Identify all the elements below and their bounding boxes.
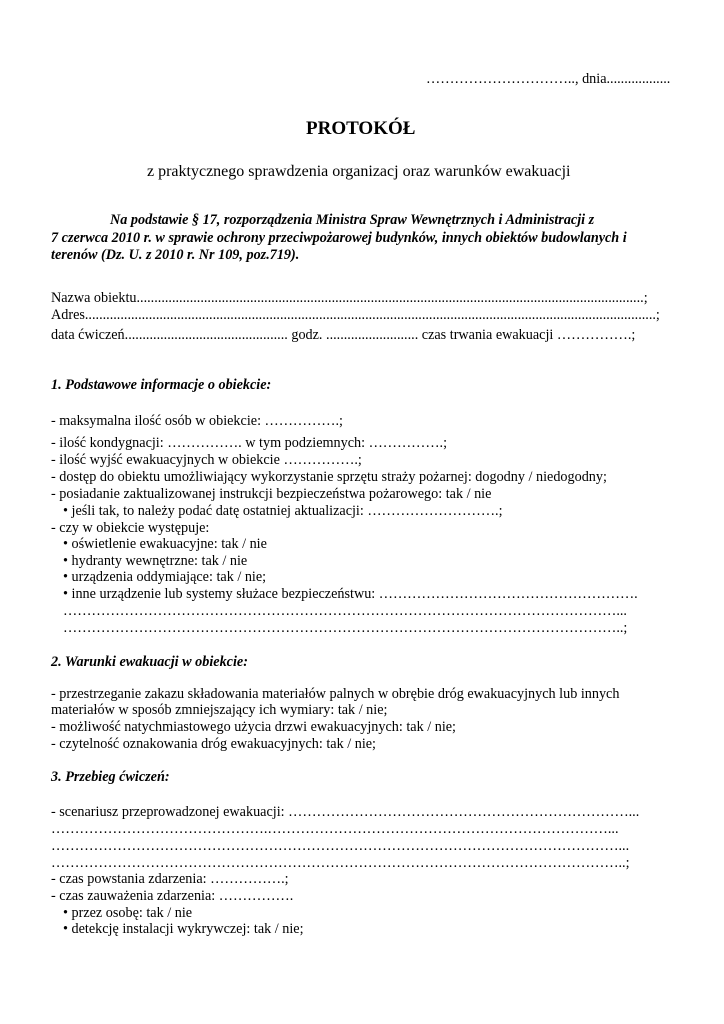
section-3-continuation: …………………………………………………………………………………………………………..; [51,855,630,871]
section-1-line: - ilość kondygnacji: ……………. w tym podziemnych: …………….; [51,435,448,451]
section-1-bullet: • oświetlenie ewakuacyjne: tak / nie [63,536,267,552]
section-3-heading: 3. Przebieg ćwiczeń: [51,769,170,785]
section-1-bullet: • jeśli tak, to należy podać datę ostatniej aktualizacji: ……………………….; [63,503,503,519]
section-1-heading: 1. Podstawowe informacje o obiekcie: [51,377,272,393]
section-1-line: - dostęp do obiektu umożliwiający wykorzystanie sprzętu straży pożarnej: dogodny / niedogodny; [51,469,607,485]
document-subtitle: z praktycznego sprawdzenia organizacj oraz warunków ewakuacji [147,163,571,180]
section-2-line: materiałów w sposób zmniejszający ich wymiary: tak / nie; [51,702,388,718]
exercise-date-field: data ćwiczeń.............................................. godz. .......................... czas trwania ewakuacji …………….; [51,327,636,343]
section-3-bullet: • detekcję instalacji wykrywczej: tak / nie; [63,921,304,937]
legal-basis-line-1: Na podstawie § 17, rozporządzenia Ministra Spraw Wewnętrznych i Administracji z [110,212,595,228]
section-1-line: - posiadanie zaktualizowanej instrukcji bezpieczeństwa pożarowego: tak / nie [51,486,492,502]
section-3-line: - scenariusz przeprowadzonej ewakuacji: ………………………………………………………………... [51,804,640,820]
section-3-line: - czas powstania zdarzenia: …………….; [51,871,289,887]
section-2-line: - czytelność oznakowania dróg ewakuacyjnych: tak / nie; [51,736,377,752]
section-2-heading: 2. Warunki ewakuacji w obiekcie: [51,654,248,670]
section-1-bullet: • hydranty wewnętrzne: tak / nie [63,553,248,569]
date-line: ………………………….., dnia.................. [426,71,671,87]
object-name-field: Nazwa obiektu...............................................................................................................................................; [51,290,648,306]
legal-basis-line-2: 7 czerwca 2010 r. w sprawie ochrony przeciwpożarowej budynków, innych obiektów budowlanych i [51,230,627,246]
section-2-line: - przestrzeganie zakazu składowania materiałów palnych w obrębie dróg ewakuacyjnych lub innych [51,686,620,702]
section-1-continuation: ………………………………………………………………………………………………………... [63,603,627,619]
section-1-bullet: • inne urządzenie lub systemy służace bezpieczeństwu: ………………………………………………. [63,586,638,602]
section-2-line: - możliwość natychmiastowego użycia drzwi ewakuacyjnych: tak / nie; [51,719,456,735]
section-3-bullet: • przez osobę: tak / nie [63,905,193,921]
section-1-continuation: ………………………………………………………………………………………………………..; [63,620,628,636]
section-3-line: - czas zauważenia zdarzenia: ……………. [51,888,294,904]
section-1-line: - maksymalna ilość osób w obiekcie: …………….; [51,413,343,429]
section-1-line: - czy w obiekcie występuje: [51,520,210,536]
section-1-line: - ilość wyjść ewakuacyjnych w obiekcie …………….; [51,452,362,468]
section-3-continuation: ……………………………………….………………………………………………………………... [51,821,619,837]
document-title: PROTOKÓŁ [306,118,416,139]
legal-basis-line-3: terenów (Dz. U. z 2010 r. Nr 109, poz.719). [51,247,300,263]
section-3-continuation: …………………………………………………………………………………………………………... [51,838,630,854]
section-1-bullet: • urządzenia oddymiające: tak / nie; [63,569,267,585]
address-field: Adres.................................................................................................................................................................; [51,307,660,323]
